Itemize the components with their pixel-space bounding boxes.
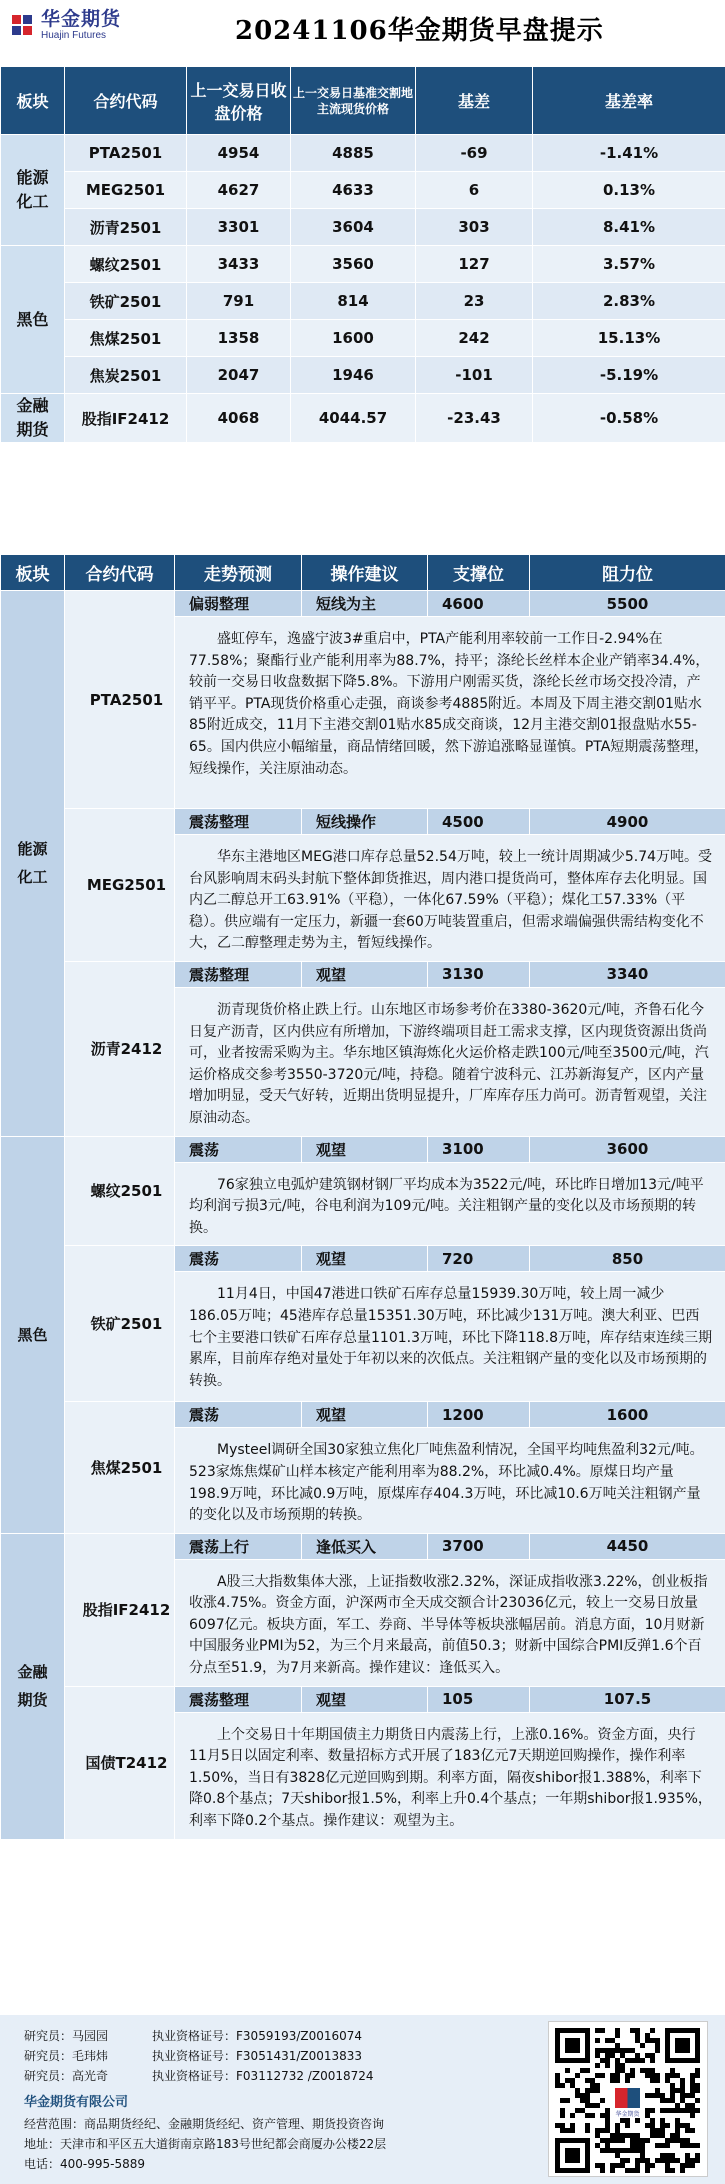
sector-label: 能源化工	[1, 135, 65, 246]
support-level: 3100	[428, 1136, 530, 1162]
analysis-text: 华东主港地区MEG港口库存总量52.54万吨，较上一统计周期减少5.74万吨。受台风影响周末码头封航下整体卸货推迟，周内港口提货尚可，整体库存去化明显。国内乙二醇总开工63.91%（平稳），一体化67.59%（平稳）；煤化工57.33%（平稳）。供应端有一定压力，新疆一套60万吨装置重启，但需求端偏强供需结构变化不大，乙二醇整理走势为主，暂短线操作。	[175, 835, 725, 962]
sector-label: 金融期货	[1, 1533, 65, 1839]
spot-price: 1600	[291, 320, 416, 357]
analysis-text: 上个交易日十年期国债主力期货日内震荡上行，上涨0.16%。资金方面，央行11月5日以固定利率、数量招标方式开展了183亿元7天期逆回购操作，操作利率1.50%，当日有3828亿元逆回购到期。利率方面，隔夜shibor报1.388%，利率下降0.8个基点；7天shibor报1.5%，利率上升0.4个基点；一年期shibor报1.935%，利率下降0.2个基点。操作建议：观望为主。	[175, 1712, 725, 1839]
contract-code: 螺纹2501	[65, 246, 187, 283]
trend-forecast: 震荡上行	[175, 1533, 302, 1559]
trend-forecast: 震荡整理	[175, 1686, 302, 1712]
resistance-level: 4900	[530, 809, 725, 835]
basis-row	[1, 209, 725, 246]
advice-summary-row	[1, 961, 725, 987]
basis-rate: 8.41%	[533, 209, 725, 246]
logo	[8, 8, 121, 41]
basis-rate: -5.19%	[533, 357, 725, 394]
spot-price: 3604	[291, 209, 416, 246]
close-price: 4068	[187, 394, 291, 443]
operation-advice: 短线为主	[302, 591, 428, 617]
operation-advice: 观望	[302, 1246, 428, 1272]
contract-code: 沥青2412	[65, 961, 175, 1136]
support-level: 3130	[428, 961, 530, 987]
basis-table	[0, 66, 725, 443]
basis-value: -101	[416, 357, 533, 394]
trend-forecast: 震荡整理	[175, 809, 302, 835]
analysis-text: Mysteel调研全国30家独立焦化厂吨焦盈利情况，全国平均吨焦盈利32元/吨。523家炼焦煤矿山样本核定产能利用率为88.2%，环比减0.4%。原煤日均产量198.9万吨，环比减0.9万吨，原煤库存404.3万吨，环比减10.6万吨关注粗钢产量的变化以及市场预期的转换。	[175, 1428, 725, 1533]
contract-code: 铁矿2501	[65, 1246, 175, 1402]
advice-summary-row	[1, 1686, 725, 1712]
advice-table	[0, 554, 725, 1840]
advice-summary-row	[1, 1136, 725, 1162]
contract-code: 焦煤2501	[65, 1402, 175, 1533]
header-operation: 操作建议	[302, 555, 428, 591]
close-price: 791	[187, 283, 291, 320]
operation-advice: 逢低买入	[302, 1533, 428, 1559]
contract-code: 股指IF2412	[65, 394, 187, 443]
page-title: 20241106华金期货早盘提示	[235, 16, 604, 46]
basis-row	[1, 357, 725, 394]
qr-code-icon	[549, 2022, 707, 2176]
advice-summary-row	[1, 591, 725, 617]
header-resistance: 阻力位	[530, 555, 725, 591]
header	[0, 0, 725, 58]
contract-code: PTA2501	[65, 591, 175, 809]
advice-summary-row	[1, 809, 725, 835]
analysis-text: 76家独立电弧炉建筑钢材钢厂平均成本为3522元/吨，环比昨日增加13元/吨平均利润亏损3元/吨，谷电利润为109元/吨。关注粗钢产量的变化以及市场预期的转换。	[175, 1162, 725, 1246]
trend-forecast: 震荡整理	[175, 961, 302, 987]
advice-header-row	[1, 555, 725, 591]
close-price: 2047	[187, 357, 291, 394]
close-price: 4627	[187, 172, 291, 209]
operation-advice: 观望	[302, 1686, 428, 1712]
analysis-text: 盛虹停车，逸盛宁波3#重启中，PTA产能利用率较前一工作日-2.94%在77.58%；聚酯行业产能利用率为88.7%，持平；涤纶长丝样本企业产销率34.4%，较前一交易日收盘数据下降5.8%。下游用户刚需买货，涤纶长丝市场交投冷清，产销平平。PTA现货价格重心走强，商谈参考4885附近。本周及下周主港交割01贴水85附近成交，11月下主港交割01贴水85成交商谈，12月主港交割01报盘贴水55-65。国内供应小幅缩量，商品情绪回暖，然下游追涨略显谨慎。PTA短期震荡整理，短线操作，关注原油动态。	[175, 617, 725, 809]
support-level: 720	[428, 1246, 530, 1272]
close-price: 3301	[187, 209, 291, 246]
sector-label: 金融期货	[1, 394, 65, 443]
spot-price: 3560	[291, 246, 416, 283]
basis-row	[1, 320, 725, 357]
spot-price: 4885	[291, 135, 416, 172]
business-scope: 经营范围：商品期货经纪、金融期货经纪、资产管理、期货投资咨询	[24, 2117, 385, 2131]
operation-advice: 观望	[302, 961, 428, 987]
basis-value: 127	[416, 246, 533, 283]
sector-label: 能源化工	[1, 591, 65, 1137]
contract-code: 铁矿2501	[65, 283, 187, 320]
basis-rate: 2.83%	[533, 283, 725, 320]
resistance-level: 107.5	[530, 1686, 725, 1712]
header-spot-price: 上一交易日基准交割地主流现货价格	[291, 67, 416, 135]
basis-row	[1, 172, 725, 209]
contract-code: 国债T2412	[65, 1686, 175, 1839]
operation-advice: 观望	[302, 1402, 428, 1428]
analysis-text: A股三大指数集体大涨，上证指数收涨2.32%，深证成指收涨3.22%，创业板指收涨4.75%。资金方面，沪深两市全天成交额合计23036亿元，较上一交易日放量6097亿元。板块方面，军工、券商、半导体等板块涨幅居前。消息方面，10月财新中国服务业PMI为52，为三个月来最高，前值50.3；财新中国综合PMI反弹1.6个百分点至51.9，为7月来新高。操作建议：逢低买入。	[175, 1559, 725, 1686]
researcher-2: 研究员：毛玮炜 执业资格证号：F3051431/Z0013833	[24, 2049, 363, 2063]
header-basis: 基差	[416, 67, 533, 135]
basis-value: 23	[416, 283, 533, 320]
support-level: 4600	[428, 591, 530, 617]
company-name: 华金期货有限公司	[24, 2095, 129, 2110]
close-price: 3433	[187, 246, 291, 283]
contract-code: 螺纹2501	[65, 1136, 175, 1246]
sector-label: 黑色	[1, 246, 65, 394]
resistance-level: 850	[530, 1246, 725, 1272]
spot-price: 1946	[291, 357, 416, 394]
resistance-level: 5500	[530, 591, 725, 617]
contract-code: 焦煤2501	[65, 320, 187, 357]
logo-english-name: Huajin Futures	[41, 30, 107, 41]
analysis-text: 沥青现货价格止跌上行。山东地区市场参考价在3380-3620元/吨，齐鲁石化今日复产沥青，区内供应有所增加，下游终端项目赶工需求支撑，区内现货资源出货尚可，业者按需采购为主。华东地区镇海炼化火运价格走跌100元/吨至3500元/吨，汽运价格成交参考3550-3720元/吨，持稳。随着宁波科元、江苏新海复产，区内产量增加明显，受天气好转，近期出货明显提升，厂库库存压力尚可。沥青暂观望，关注原油动态。	[175, 987, 725, 1136]
contract-code: 股指IF2412	[65, 1533, 175, 1686]
spot-price: 4044.57	[291, 394, 416, 443]
resistance-level: 1600	[530, 1402, 725, 1428]
contract-code: MEG2501	[65, 809, 175, 962]
basis-rate: -0.58%	[533, 394, 725, 443]
contract-code: MEG2501	[65, 172, 187, 209]
basis-rate: 3.57%	[533, 246, 725, 283]
resistance-level: 4450	[530, 1533, 725, 1559]
header-sector: 板块	[1, 555, 65, 591]
header-contract: 合约代码	[65, 555, 175, 591]
trend-forecast: 偏弱整理	[175, 591, 302, 617]
contract-code: 焦炭2501	[65, 357, 187, 394]
advice-summary-row	[1, 1246, 725, 1272]
resistance-level: 3340	[530, 961, 725, 987]
basis-rate: -1.41%	[533, 135, 725, 172]
header-sector: 板块	[1, 67, 65, 135]
basis-value: 6	[416, 172, 533, 209]
support-level: 3700	[428, 1533, 530, 1559]
basis-row	[1, 394, 725, 443]
support-level: 1200	[428, 1402, 530, 1428]
spot-price: 4633	[291, 172, 416, 209]
header-close-price: 上一交易日收盘价格	[187, 67, 291, 135]
basis-row	[1, 246, 725, 283]
contract-code: 沥青2501	[65, 209, 187, 246]
support-level: 4500	[428, 809, 530, 835]
logo-chinese-name: 华金期货	[41, 8, 122, 30]
researcher-3: 研究员：高光奇 执业资格证号：F03112732 /Z0018724	[24, 2069, 374, 2083]
huajin-logo-icon	[8, 11, 36, 39]
header-contract: 合约代码	[65, 67, 187, 135]
basis-rate: 15.13%	[533, 320, 725, 357]
basis-header-row	[1, 67, 725, 135]
company-address: 地址：天津市和平区五大道街南京路183号世纪都会商厦办公楼22层	[24, 2137, 387, 2151]
basis-value: 242	[416, 320, 533, 357]
resistance-level: 3600	[530, 1136, 725, 1162]
header-support: 支撑位	[428, 555, 530, 591]
advice-summary-row	[1, 1533, 725, 1559]
basis-value: 303	[416, 209, 533, 246]
operation-advice: 观望	[302, 1136, 428, 1162]
qr-center-label: 华金期货	[615, 2111, 640, 2118]
basis-rate: 0.13%	[533, 172, 725, 209]
trend-forecast: 震荡	[175, 1136, 302, 1162]
close-price: 4954	[187, 135, 291, 172]
basis-value: -23.43	[416, 394, 533, 443]
qr-code	[548, 2021, 708, 2177]
basis-value: -69	[416, 135, 533, 172]
contract-code: PTA2501	[65, 135, 187, 172]
analysis-text: 11月4日，中国47港进口铁矿石库存总量15939.30万吨，较上周一减少186.05万吨；45港库存总量15351.30万吨，环比减少131万吨。澳大利亚、巴西七个主要港口铁矿石库存总量1101.3万吨，环比下降118.8万吨，库存结束连续三期累库，目前库存绝对量处于年初以来的次低点。关注粗钢产量的变化以及市场预期的转换。	[175, 1272, 725, 1402]
spot-price: 814	[291, 283, 416, 320]
basis-row	[1, 135, 725, 172]
sector-label: 黑色	[1, 1136, 65, 1533]
basis-row	[1, 283, 725, 320]
trend-forecast: 震荡	[175, 1246, 302, 1272]
footer	[0, 2015, 725, 2184]
operation-advice: 短线操作	[302, 809, 428, 835]
trend-forecast: 震荡	[175, 1402, 302, 1428]
support-level: 105	[428, 1686, 530, 1712]
researcher-1: 研究员：马园园 执业资格证号：F3059193/Z0016074	[24, 2029, 363, 2043]
header-basis-rate: 基差率	[533, 67, 725, 135]
close-price: 1358	[187, 320, 291, 357]
company-phone: 电话：400-995-5889	[24, 2157, 146, 2171]
header-trend: 走势预测	[175, 555, 302, 591]
advice-summary-row	[1, 1402, 725, 1428]
